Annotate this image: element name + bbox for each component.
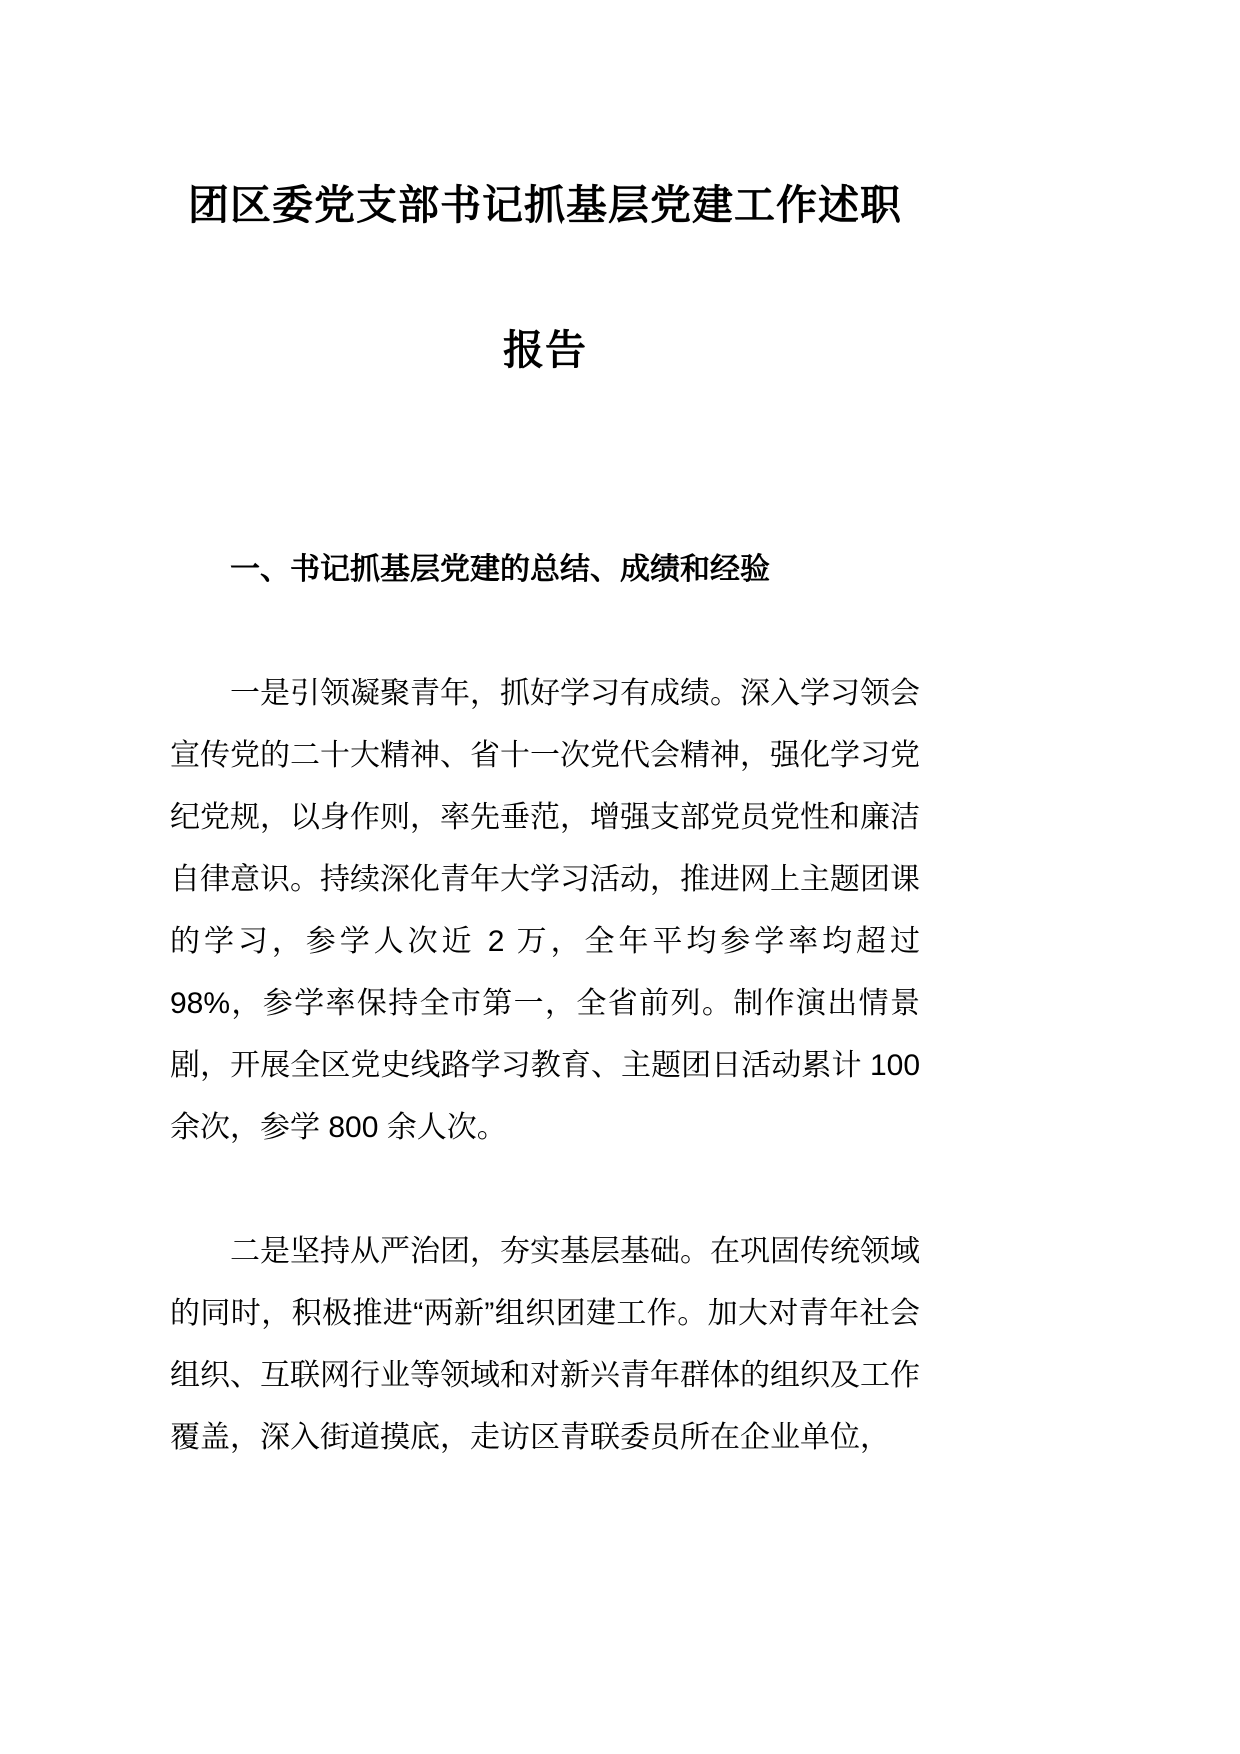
document-title: 团区委党支部书记抓基层党建工作述职报告 (188, 182, 902, 373)
section-heading: 一、书记抓基层党建的总结、成绩和经验 (230, 553, 770, 586)
paragraph: 一是引领凝聚青年，抓好学习有成绩。深入学习领会宣传党的二十大精神、省十一次党代会精神，强化学习党纪党规，以身作则，率先垂范，增强支部党员党性和廉洁自律意识。持续深化青年大学习活动，推进网上主题团课的学习，参学人次近 2 万，全年平均参学率均超过 98%，参学率保持全市第一，全省前列。制作演出情景剧，开展全区党史线路学习教育、主题团日活动累计 100 余次，参学 800 余人次。 (170, 677, 920, 1144)
paragraph: 二是坚持从严治团，夯实基层基础。在巩固传统领域的同时，积极推进“两新”组织团建工作。加大对青年社会组织、互联网行业等领域和对新兴青年群体的组织及工作覆盖，深入街道摸底，走访区青联委员所在企业单位， (170, 1235, 920, 1454)
